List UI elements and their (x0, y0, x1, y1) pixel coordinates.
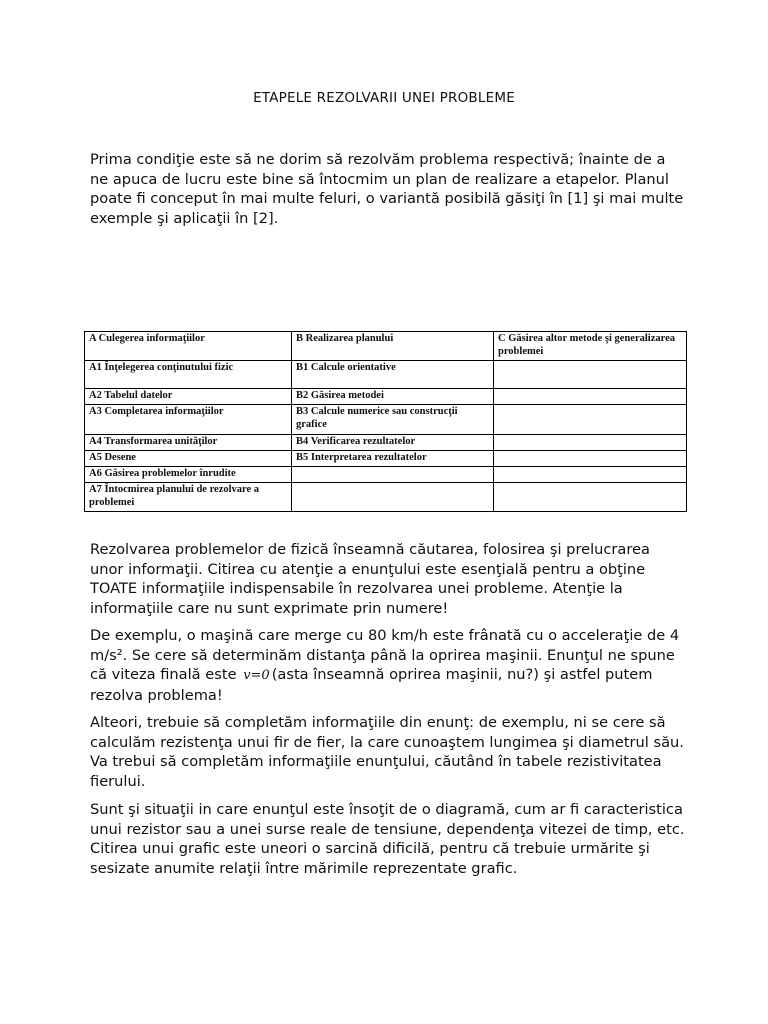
steps-table (84, 331, 687, 512)
table-cell: B1 Calcule orientative (292, 361, 494, 389)
table-cell: A4 Transformarea unităţilor (85, 435, 292, 451)
velocity-formula: v=0 (243, 668, 270, 684)
paragraph-complete-info: Alteori, trebuie să completăm informaţiile din enunţ: de exemplu, ni se cere să calculăm rezistenţa unui fir de fier, la care cunoaştem lungimea şi diametrul său. Va trebui să completăm informaţiile enunţului, căutând în tabele rezistivitatea fierului. (90, 714, 684, 790)
paragraph-example-text-end: (asta înseamnă oprirea maşinii, nu?) şi astfel putem rezolva problema! (90, 666, 653, 704)
table-cell: A Culegerea informaţiilor (85, 332, 292, 361)
table-cell: B3 Calcule numerice sau construcţii grafice (292, 405, 494, 435)
table-cell: A3 Completarea informaţiilor (85, 405, 292, 435)
table-cell: A7 Întocmirea planului de rezolvare a problemei (85, 483, 292, 512)
table-cell: A5 Desene (85, 451, 292, 467)
table-row (85, 467, 687, 483)
table-row (85, 405, 687, 435)
table-row (85, 361, 687, 389)
table-row (85, 451, 687, 467)
table-row (85, 483, 687, 512)
paragraph-diagram: Sunt şi situaţii in care enunţul este însoţit de o diagramă, cum ar fi caracteristica unui rezistor sau a unei surse reale de tensiune, dependenţa vitezei de timp, etc. Citirea unui grafic este uneori o sarcină dificilă, pentru că trebuie urmărite şi sesizate anumite relaţii între mărimile reprezentate grafic. (90, 801, 685, 877)
table-cell (494, 451, 687, 467)
table-row (85, 332, 687, 361)
table-cell: B5 Interpretarea rezultatelor (292, 451, 494, 467)
table-cell: C Găsirea altor metode şi generalizarea problemei (494, 332, 687, 361)
paragraph-example-text: De exemplu, o maşină care merge cu 80 km/h este frânată cu o acceleraţie de 4 m/s². Se cere să determinăm distanţa până la oprirea maşinii. Enunţul ne spune că viteza finală este (90, 627, 680, 684)
intro-paragraph: Prima condiţie este să ne dorim să rezolvăm problema respectivă; înainte de a ne apuca de lucru este bine să întocmim un plan de realizare a etapelor. Planul poate fi conceput în mai multe feluri, o variantă posibilă găsiţi în [1] şi mai multe exemple şi aplicaţii în [2]. (90, 151, 684, 227)
table-row (85, 389, 687, 405)
table-cell: B Realizarea planului (292, 332, 494, 361)
table-cell (494, 467, 687, 483)
table-row (85, 435, 687, 451)
table-cell (494, 389, 687, 405)
table-cell: A6 Găsirea problemelor înrudite (85, 467, 292, 483)
table-cell: A1 Înţelegerea conţinutului fizic (85, 361, 292, 389)
table-cell: B4 Verificarea rezultatelor (292, 435, 494, 451)
table-cell: A2 Tabelul datelor (85, 389, 292, 405)
table-cell (494, 405, 687, 435)
table-cell (292, 483, 494, 512)
paragraph-information: Rezolvarea problemelor de fizică înseamnă căutarea, folosirea şi prelucrarea unor informaţii. Citirea cu atenţie a enunţului este esenţială pentru a obţine TOATE informaţiile indispensabile în rezolvarea unei probleme. Atenţie la informaţiile care nu sunt exprimate prin numere! (90, 541, 650, 617)
table-cell (292, 467, 494, 483)
table-cell (494, 483, 687, 512)
table-cell (494, 435, 687, 451)
table-cell (494, 361, 687, 389)
document-title: ETAPELE REZOLVARII UNEI PROBLEME (253, 90, 515, 106)
paragraph-example-car (90, 626, 686, 705)
table-cell: B2 Găsirea metodei (292, 389, 494, 405)
